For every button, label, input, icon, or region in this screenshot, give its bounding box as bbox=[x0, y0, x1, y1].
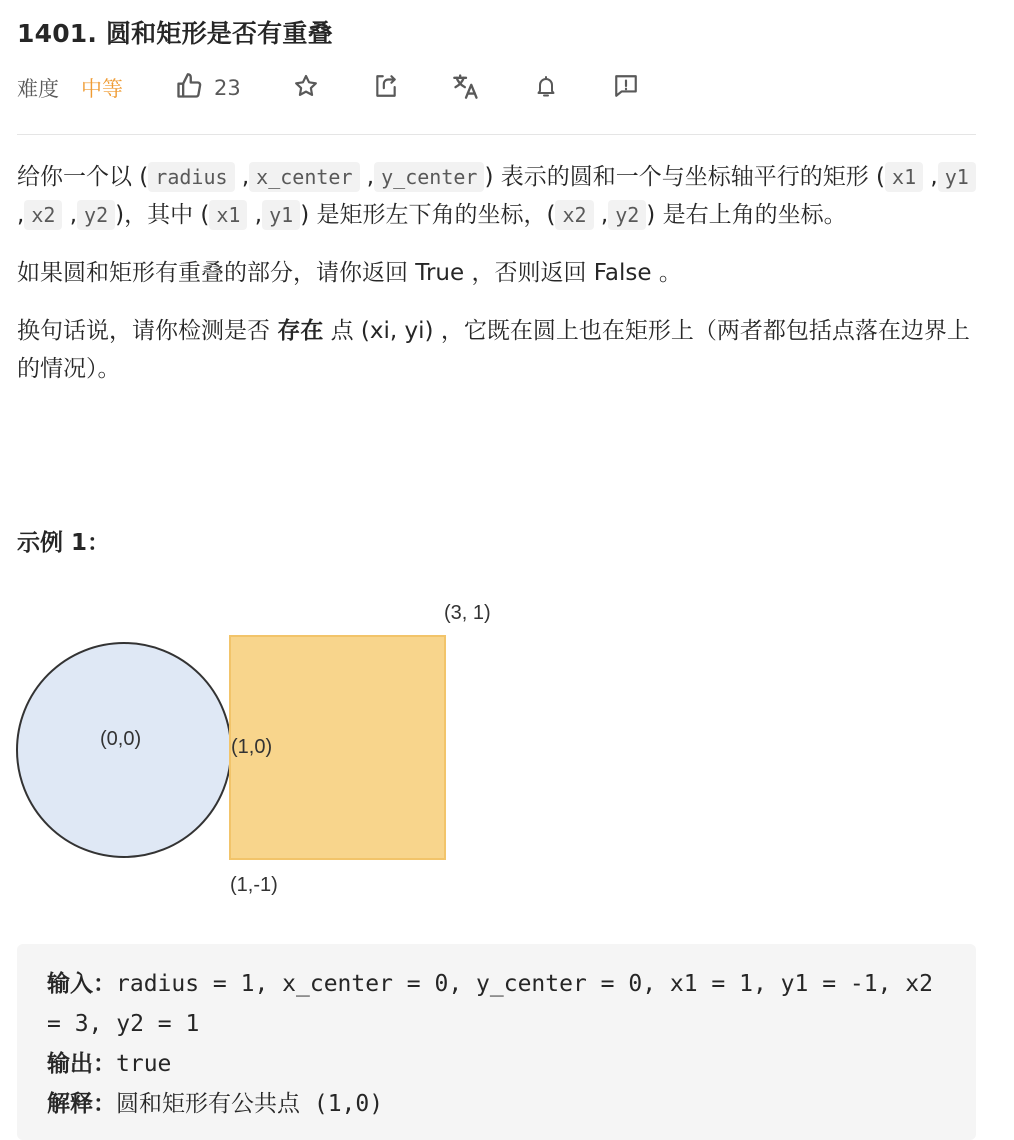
desc-text: 给你一个以 ( bbox=[17, 164, 149, 190]
example-1-figure bbox=[0, 585, 560, 905]
description-paragraph-2: 如果圆和矩形有重叠的部分，请你返回 True ，否则返回 False 。 bbox=[17, 260, 682, 286]
favorite-button[interactable] bbox=[291, 73, 321, 103]
desc-sep: , bbox=[593, 202, 609, 228]
inline-code-x1: x1 bbox=[885, 162, 923, 192]
output-label: 输出： bbox=[47, 1051, 116, 1077]
description-paragraph-1 bbox=[17, 158, 982, 234]
label-top-right-corner: (3, 1) bbox=[444, 602, 491, 624]
example-explanation-line bbox=[47, 1084, 957, 1124]
desc-text: 换句话说，请你检测是否 bbox=[17, 318, 278, 344]
example-1-title: 示例 1： bbox=[17, 530, 111, 556]
inline-code-x2: x2 bbox=[24, 200, 62, 230]
translate-button[interactable] bbox=[451, 73, 481, 103]
inline-code-x1: x1 bbox=[209, 200, 247, 230]
inline-code-y2: y2 bbox=[77, 200, 115, 230]
label-tangent-point: (1,0) bbox=[231, 736, 273, 758]
problem-title: 1401. 圆和矩形是否有重叠 bbox=[17, 19, 333, 48]
difficulty-label: 难度 bbox=[17, 77, 59, 101]
star-icon bbox=[293, 73, 319, 104]
inline-code-y1: y1 bbox=[262, 200, 300, 230]
bell-icon bbox=[534, 73, 558, 104]
notification-button[interactable] bbox=[531, 73, 561, 103]
example-output-line bbox=[47, 1044, 957, 1084]
desc-sep: , bbox=[247, 202, 263, 228]
explanation-label: 解释： bbox=[47, 1091, 116, 1117]
like-count: 23 bbox=[214, 76, 241, 100]
description-paragraph-3 bbox=[17, 312, 982, 388]
explanation-text: 圆和矩形有公共点 bbox=[116, 1091, 300, 1117]
desc-text: ) 表示的圆和一个与坐标轴平行的矩形 ( bbox=[484, 164, 886, 190]
desc-text: )，其中 ( bbox=[115, 202, 210, 228]
example-input-line bbox=[47, 964, 957, 1044]
desc-text: 点 (xi, yi) ，它既在圆上也在矩形上（两者都包括点落在边界上的情况）。 bbox=[17, 318, 970, 382]
circle-shape bbox=[17, 643, 231, 857]
desc-bold-text: 存在 bbox=[277, 318, 324, 344]
feedback-button[interactable] bbox=[611, 73, 641, 103]
desc-sep: , bbox=[17, 202, 25, 228]
inline-code-y-center: y_center bbox=[374, 162, 484, 192]
inline-code-y1: y1 bbox=[938, 162, 976, 192]
header-divider bbox=[17, 134, 976, 135]
input-label: 输入： bbox=[47, 971, 116, 997]
example-1-content bbox=[47, 964, 957, 1124]
inline-code-x2: x2 bbox=[555, 200, 593, 230]
thumbs-up-icon bbox=[175, 72, 203, 105]
desc-sep: , bbox=[234, 164, 250, 190]
output-value: true bbox=[116, 1051, 172, 1077]
inline-code-radius: radius bbox=[148, 162, 234, 192]
share-button[interactable] bbox=[371, 73, 401, 103]
problem-description bbox=[17, 158, 982, 408]
difficulty-badge: 中等 bbox=[81, 77, 123, 101]
explanation-point: (1,0) bbox=[300, 1091, 384, 1117]
translate-icon bbox=[452, 72, 480, 105]
like-button[interactable] bbox=[175, 72, 241, 105]
inline-code-y2: y2 bbox=[608, 200, 646, 230]
example-1-code-block bbox=[17, 944, 976, 1140]
problem-meta-bar bbox=[17, 70, 691, 106]
desc-sep: , bbox=[62, 202, 78, 228]
inline-code-x-center: x_center bbox=[249, 162, 359, 192]
desc-text: ) 是矩形左下角的坐标，( bbox=[300, 202, 556, 228]
desc-sep: , bbox=[923, 164, 938, 190]
input-value: radius = 1, x_center = 0, y_center = 0, x1 = 1, y1 = -1, x2 = 3, y2 = 1 bbox=[47, 971, 933, 1037]
share-icon bbox=[373, 73, 399, 104]
label-bottom-left-corner: (1,-1) bbox=[230, 874, 278, 896]
desc-text: ) 是右上角的坐标。 bbox=[646, 202, 847, 228]
feedback-icon bbox=[613, 73, 639, 104]
desc-sep: , bbox=[359, 164, 375, 190]
label-circle-center: (0,0) bbox=[100, 728, 142, 750]
